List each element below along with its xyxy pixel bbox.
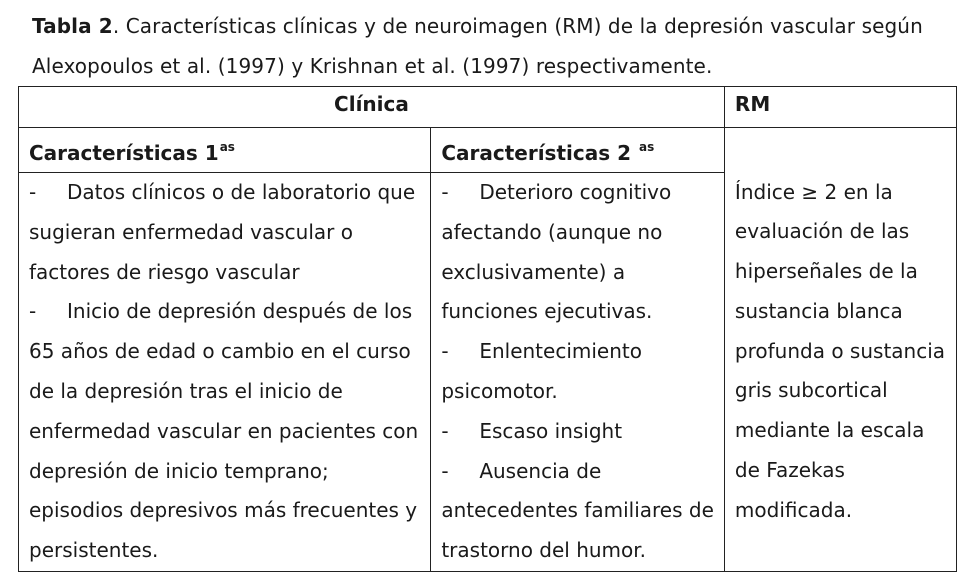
list-item bbox=[29, 292, 420, 571]
caption-label: Tabla 2 bbox=[32, 14, 113, 38]
dash: - bbox=[441, 458, 449, 483]
sub2-sup: as bbox=[638, 140, 655, 154]
rm-body bbox=[724, 173, 956, 572]
dash: - bbox=[29, 299, 37, 324]
list-item bbox=[441, 412, 714, 452]
list-item bbox=[29, 173, 420, 292]
caption-text: . Características clínicas y de neuroimagen (RM) de la depresión vascular según Alexopoulos et al. (1997) y Krishnan et al. (1997) respectivamente. bbox=[32, 14, 923, 78]
list-item bbox=[441, 332, 714, 412]
sub1-label: Características 1 bbox=[29, 141, 219, 165]
col2-item-1: Deterioro cognitivo afectando (aunque no exclusivamente) a funciones ejecutivas. bbox=[441, 180, 672, 324]
col2-item-4: Ausencia de antecedentes familiares de trastorno del humor. bbox=[441, 458, 714, 563]
col1-item-2: Inicio de depresión después de los 65 años de edad o cambio en el curso de la depresión tras el inicio de enfermedad vascular en pacientes con depresión de inicio temprano; episodios depresivos más frecuentes y persistentes. bbox=[29, 299, 419, 563]
dash: - bbox=[441, 339, 449, 364]
list-item bbox=[441, 173, 714, 332]
clinical-table bbox=[18, 86, 957, 572]
sub2-label: Características 2 bbox=[441, 141, 638, 165]
dash: - bbox=[441, 418, 449, 443]
col1-item-1: Datos clínicos o de laboratorio que sugieran enfermedad vascular o factores de riesgo vascular bbox=[29, 180, 416, 284]
table-caption bbox=[32, 6, 952, 86]
header-clinica: Clínica bbox=[19, 87, 725, 128]
subheader-caracteristicas-1 bbox=[19, 128, 431, 173]
col2-item-2: Enlentecimiento psicomotor. bbox=[441, 339, 642, 403]
rm-text: Índice ≥ 2 en la evaluación de las hiperseñales de la sustancia blanca profunda o sustancia gris subcortical mediante la escala de Fazekas modificada. bbox=[734, 179, 946, 522]
col1-body bbox=[19, 173, 431, 572]
list-item bbox=[441, 452, 714, 571]
col2-item-3: Escaso insight bbox=[479, 418, 623, 443]
dash: - bbox=[29, 180, 37, 204]
subheader-caracteristicas-2 bbox=[431, 128, 725, 173]
rm-blank-top bbox=[724, 128, 956, 173]
dash: - bbox=[441, 180, 449, 204]
sub1-sup: as bbox=[219, 140, 235, 154]
col2-body bbox=[431, 173, 725, 572]
header-rm: RM bbox=[724, 87, 956, 128]
